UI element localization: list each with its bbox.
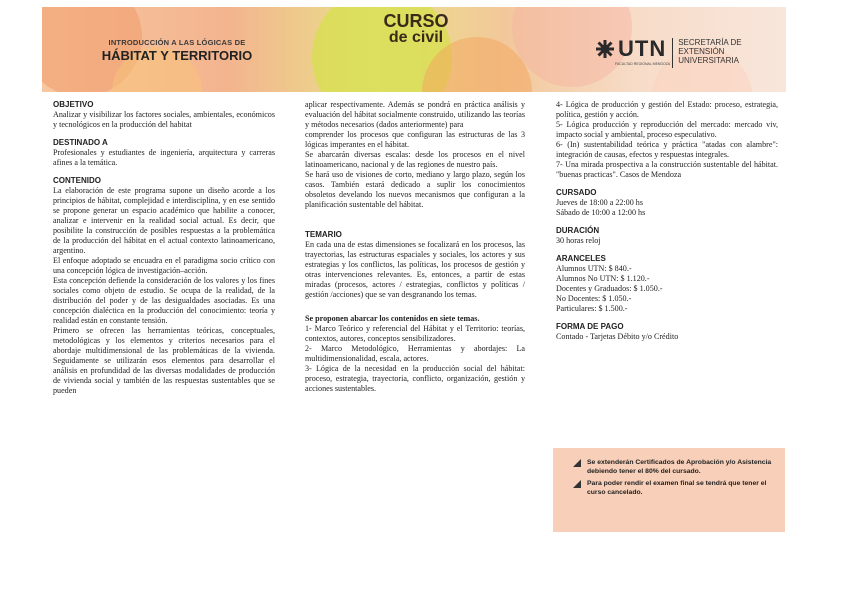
utn-emblem-icon — [595, 39, 615, 59]
course-title — [97, 38, 257, 63]
contenido-paragraph: Se hará uso de visiones de corto, mediano y largo plazo, según los casos. También estará dedicado a suplir los conocimientos obsoletos develando los nuevos mecanismos que configuran a la planificación sustentable del hábitat. — [305, 170, 525, 209]
notice-item — [573, 458, 773, 476]
contenido-paragraph: El enfoque adoptado se encuadra en el paradigma socio crítico con una concepción lógica de investigación–acción. — [53, 256, 275, 275]
duracion-text: 30 horas reloj — [556, 236, 601, 245]
divider — [672, 38, 673, 68]
contenido-paragraph: Primero se ofrecen las herramientas teóricas, conceptuales, metodológicas y los elementos y criterios necesarios para el abordaje multidimensional de las problemáticas de la vivienda. Seguidamente se utilizarán esos elementos para desarrollar el análisis en profundidad de las diversas modalidades de producción de vivienda social y también de las respuestas sustentables que se pueden — [53, 326, 275, 395]
proponen-title: Se proponen abarcar los contenidos en siete temas. — [305, 314, 480, 323]
contenido-title: CONTENIDO — [53, 176, 101, 185]
arancel-line: Docentes y Graduados: $ 1.050.- — [556, 284, 663, 293]
temario-item: 5- Lógica producción y reproducción del mercado: mercado viv, impacto social y ambiental, proceso especulativo. — [556, 120, 778, 139]
notice-text: Se extenderán Certificados de Aprobación y/o Asistencia debiendo tener el 80% del cursado. — [587, 459, 772, 475]
secretaria-text — [678, 38, 741, 66]
temario-item: 7- Una mirada prospectiva a la construcción sustentable del hábitat. "buenas practicas". Casos de Mendoza — [556, 160, 778, 179]
arancel-line: Alumnos No UTN: $ 1.120.- — [556, 274, 650, 283]
arancel-line: No Docentes: $ 1.050.- — [556, 294, 632, 303]
temario-title: TEMARIO — [305, 230, 342, 239]
cursado-title: CURSADO — [556, 188, 597, 197]
course-title-big: HÁBITAT Y TERRITORIO — [101, 48, 253, 63]
aranceles-title: ARANCELES — [556, 254, 606, 263]
secretaria-line: SECRETARÍA DE — [678, 38, 742, 47]
secretaria-line: UNIVERSITARIA — [678, 56, 739, 66]
curso-line2: de civil — [388, 29, 444, 46]
curso-logo — [376, 12, 456, 46]
objetivo-title: OBJETIVO — [53, 100, 94, 109]
temario-text: En cada una de estas dimensiones se focalizará en los procesos, las trayectorias, las estructuras espaciales y sociales, los actores y sus estrategias y los conflictos, las políticas, los procesos de gestión y otras intervenciones relevantes. Es, entonces, a partir de estas miradas (procesos, actores / estrategias, conflictos y políticas / gestión /acciones) que se van desgranando los temas. — [305, 240, 525, 299]
triangle-bullet-icon — [573, 459, 581, 467]
utn-text: UTN — [618, 36, 667, 61]
destinado-text: Profesionales y estudiantes de ingeniería, arquitectura y carreras afines a la temática. — [53, 148, 275, 167]
notice-text: Para poder rendir el examen final se tendrá que tener el curso cancelado. — [587, 480, 767, 496]
pago-title: FORMA DE PAGO — [556, 322, 624, 331]
secretaria-line: EXTENSIÓN — [678, 47, 725, 57]
notice-box — [553, 448, 785, 532]
column-1 — [53, 100, 275, 396]
cursado-line: Sábado de 10:00 a 12:00 hs — [556, 208, 646, 217]
temario-item: 1- Marco Teórico y referencial del Hábitat y el Territorio: teorías, contextos, autores, conceptos sensibilizadores. — [305, 324, 525, 343]
objetivo-text: Analizar y visibilizar los factores sociales, ambientales, económicos y tecnológicos en la producción del habitat — [53, 110, 275, 129]
pago-text: Contado - Tarjetas Débito y/o Crédito — [556, 332, 679, 341]
temario-item: 3- Lógica de la necesidad en la producción social del hábitat: proceso, estrategia, trayectoria, conflicto, organización, gestión y acciones sustentables. — [305, 364, 525, 393]
triangle-bullet-icon — [573, 480, 581, 488]
header-banner — [42, 7, 786, 92]
contenido-paragraph: La elaboración de este programa supone un diseño acorde a los principios de hábitat, complejidad e interdisciplina, y en ese sentido se propone generar un espacio académico que habilite a conocer, analizar e intervenir en la realidad social actual. Es decir, que posibilite la construcción de posibles respuestas a la problemática de la producción del hábitat en el actual contexto latinoamericano, argentino. — [53, 186, 275, 255]
cursado-line: Jueves de 18:00 a 22:00 hs — [556, 198, 643, 207]
temario-item: 6- (In) sustentabilidad teórica y práctica "atadas con alambre": integración de causas, efectos y respuestas integrales. — [556, 140, 778, 159]
contenido-paragraph: Esta concepción defiende la consideración de los valores y los fines sociales como objeto de estudio. Se ocupa de la realidad, de la distribución del poder y de las desigualdades asociadas. Es una concepción dialéctica en la producción del conocimiento: teoría y realidad están en constante tensión. — [53, 276, 275, 325]
arancel-line: Alumnos UTN: $ 840.- — [556, 264, 632, 273]
utn-logo — [595, 38, 742, 68]
destinado-title: DESTINADO A — [53, 138, 108, 147]
course-title-small: INTRODUCCIÓN A LAS LÓGICAS DE — [108, 38, 246, 47]
contenido-paragraph: comprender los procesos que configuran las estructuras de las 3 lógicas imperantes en el hábitat. — [305, 130, 525, 149]
temario-item: 2- Marco Metodológico, Herramientas y abordajes: La multidimensionalidad, escala, actores. — [305, 344, 525, 363]
curso-line1: CURSO — [383, 11, 449, 31]
contenido-paragraph: Se abarcarán diversas escalas: desde los procesos en el nivel latinoamericano, nacional y de las regiones de nuestro país. — [305, 150, 525, 169]
utn-subtext: FACULTAD REGIONAL MENDOZA — [615, 62, 671, 66]
column-3 — [556, 100, 778, 342]
contenido-paragraph: aplicar respectivamente. Además se pondrá en práctica análisis y evaluación del hábitat socialmente construido, utilizando las teorías y métodos necesarios (dados anteriormente) para — [305, 100, 525, 129]
arancel-line: Particulares: $ 1.500.- — [556, 304, 628, 313]
column-2 — [305, 100, 525, 394]
duracion-title: DURACIÓN — [556, 226, 600, 235]
utn-mark — [595, 38, 666, 60]
notice-item — [573, 479, 773, 497]
temario-item: 4- Lógica de producción y gestión del Estado: proceso, estrategia, política, gestión y acción. — [556, 100, 778, 119]
